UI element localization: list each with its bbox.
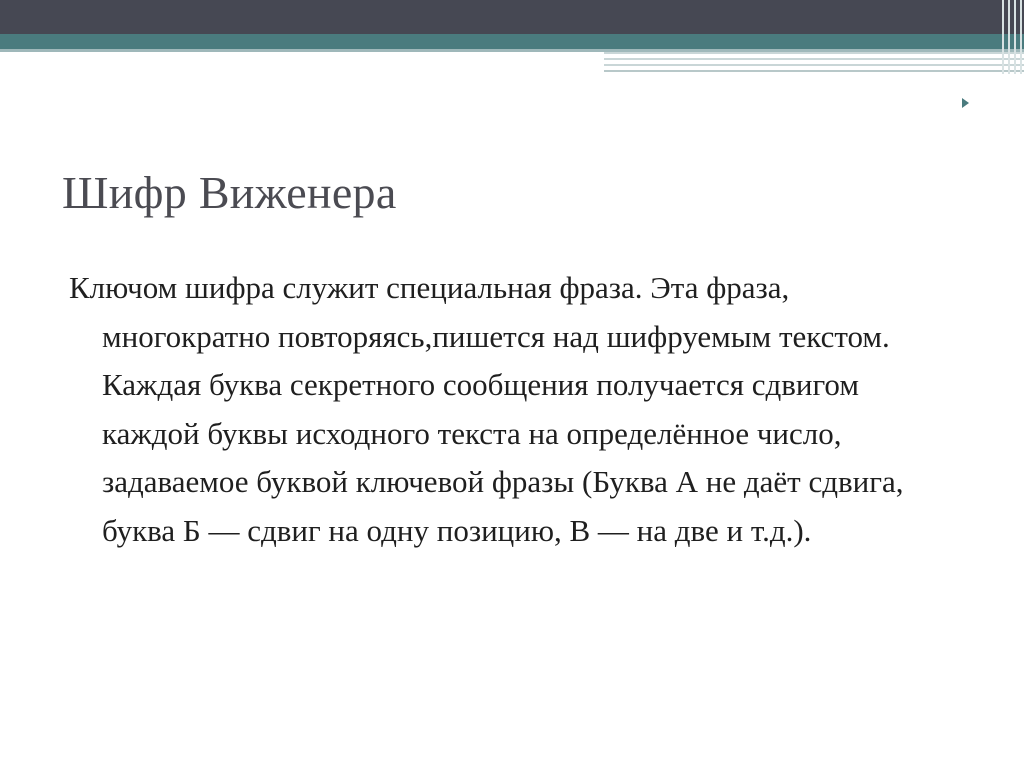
- triangle-arrow-icon: [962, 98, 969, 108]
- header-decor-stripes: [604, 0, 1024, 74]
- slide-body-text: Ключом шифра служит специальная фраза. Эта фраза, многократно повторяясь,пишется над шифруемым текстом. Каждая буква секретного сообщения получается сдвигом каждой буквы исходного текста на определённое число, задаваемое буквой ключевой фразы (Буква А не даёт сдвига, буква Б — сдвиг на одну позицию, В — на две и т.д.).: [69, 270, 904, 548]
- slide-title: Шифр Виженера: [62, 167, 397, 218]
- decor-vertical-stripe: [1014, 0, 1016, 74]
- decor-stripe: [604, 70, 1024, 72]
- decor-vertical-stripe: [1002, 0, 1004, 74]
- decor-stripe: [604, 64, 1024, 66]
- decor-stripe: [604, 52, 1024, 54]
- decor-stripe: [604, 58, 1024, 60]
- decor-vertical-stripe: [1008, 0, 1010, 74]
- decor-vertical-stripe: [1020, 0, 1022, 74]
